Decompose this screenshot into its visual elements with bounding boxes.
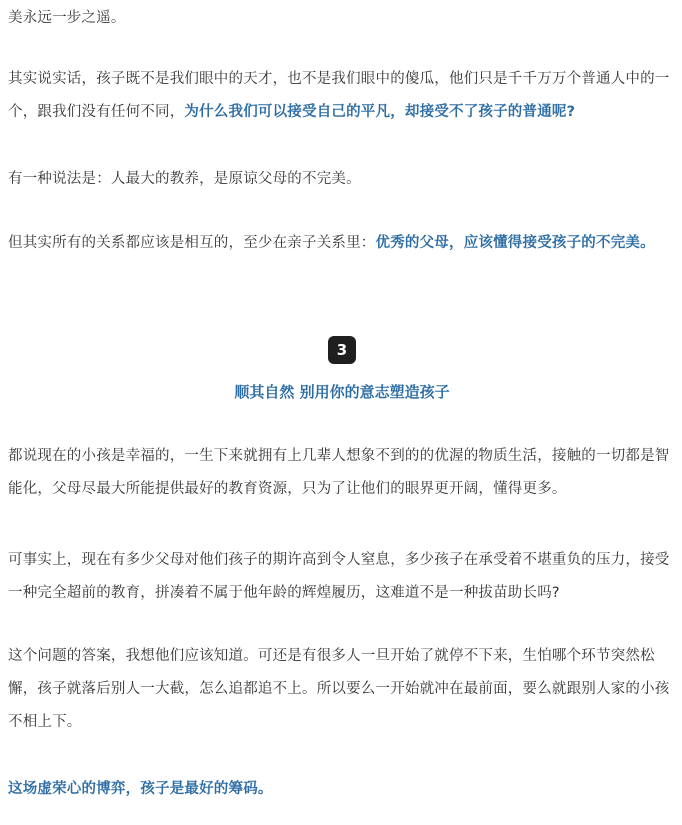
section-title: 顺其自然 别用你的意志塑造孩子 xyxy=(234,383,450,401)
paragraph-parent-expectations: 可事实上，现在有多少父母对他们孩子的期许高到令人窒息，多少孩子在承受着不堪重负的压力，接受一种完全超前的教育，拼凑着不属于他年龄的辉煌履历，这难道不是一种拔苗助长吗? xyxy=(8,552,670,601)
paragraph-happy-children: 都说现在的小孩是幸福的，一生下来就拥有上几辈人想象不到的的优渥的物质生活，接触的一切都是智能化，父母尽最大所能提供最好的教育资源，只为了让他们的眼界更开阔，懂得更多。 xyxy=(8,448,670,497)
paragraph-text: 但其实所有的关系都应该是相互的，至少在亲子关系里： xyxy=(8,235,376,251)
paragraph-intro-end: 美永远一步之遥。 xyxy=(8,10,126,26)
paragraph-answer: 这个问题的答案，我想他们应该知道。可还是有很多人一旦开始了就停不下来，生怕哪个环节突然松懈，孩子就落后别人一大截，怎么追都追不上。所以要么一开始就冲在最前面，要么就跟别人家的小孩不相上下。 xyxy=(8,648,670,730)
paragraph-vanity-game: 这场虚荣心的博弈，孩子是最好的筹码。 xyxy=(8,781,273,797)
paragraph-text: 其实说实话，孩子既不是我们眼中的天才，也不是我们眼中的傻瓜，他们只是千千万万个普通人中的一个，跟我们没有任何不同， xyxy=(8,71,670,120)
paragraph-mutual-relationship xyxy=(8,227,655,260)
paragraph-forgive-parents: 有一种说法是：人最大的教养，是原谅父母的不完美。 xyxy=(8,171,361,187)
highlight-text: 优秀的父母，应该懂得接受孩子的不完美。 xyxy=(375,235,655,251)
section-number-badge: 3 xyxy=(328,336,356,364)
paragraph-ordinary-children xyxy=(8,63,676,129)
highlight-text: 为什么我们可以接受自己的平凡，却接受不了孩子的普通呢? xyxy=(184,104,576,120)
